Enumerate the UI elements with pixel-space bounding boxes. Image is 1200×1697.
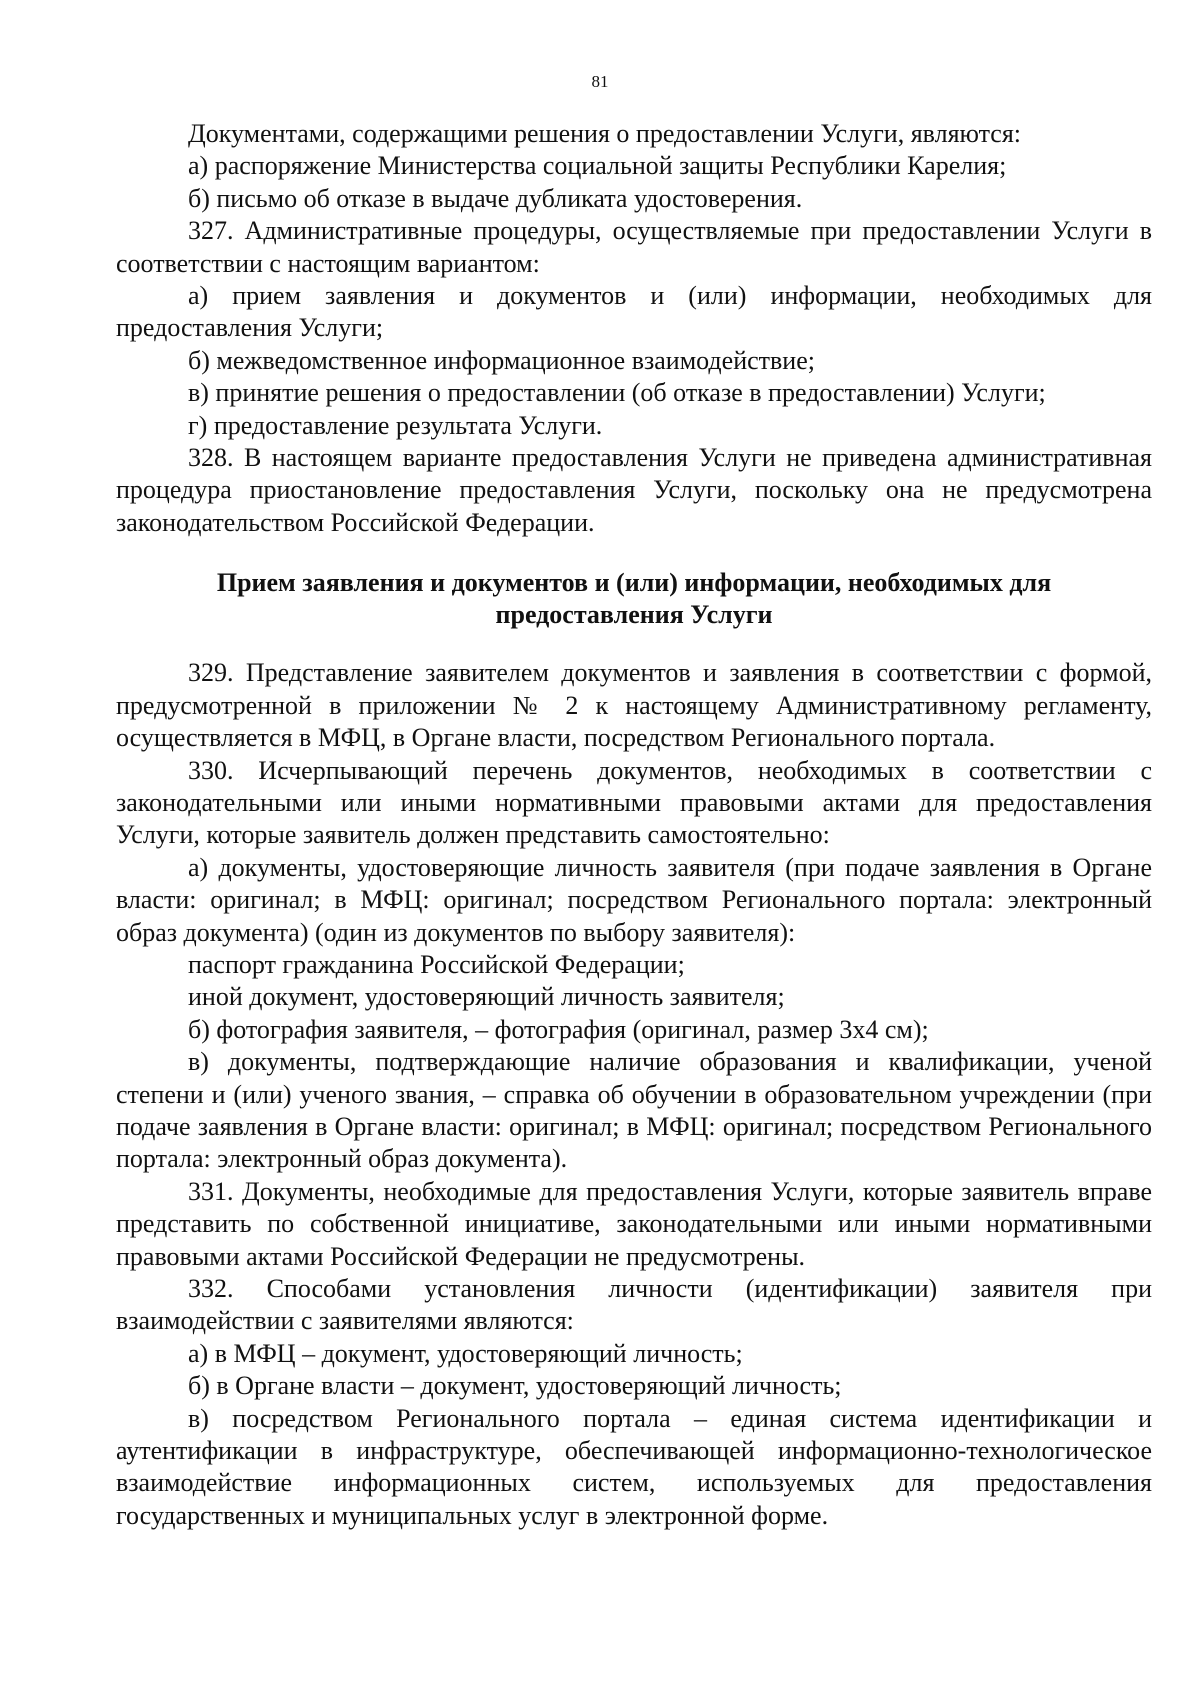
section-heading-line: предоставления Услуги xyxy=(495,600,773,630)
list-item: а) распоряжение Министерства социальной защиты Республики Карелия; xyxy=(188,151,1007,181)
paragraph: 329. Представление заявителем документов и заявления в соответствии с формой, предусмотренной в приложении № 2 к настоящему Административному регламенту, осуществляется в МФЦ, в Органе власти, посредством Регионального портала. xyxy=(116,658,1152,753)
list-item: а) в МФЦ – документ, удостоверяющий личность; xyxy=(188,1338,743,1368)
document-body xyxy=(116,118,1152,1532)
list-item: иной документ, удостоверяющий личность заявителя; xyxy=(188,982,785,1012)
list-item: б) фотография заявителя, – фотография (оригинал, размер 3х4 см); xyxy=(188,1014,929,1044)
section-heading xyxy=(116,567,1152,631)
paragraph: Документами, содержащими решения о предоставлении Услуги, являются: xyxy=(188,119,1022,148)
list-item: б) межведомственное информационное взаимодействие; xyxy=(188,345,815,375)
list-item: б) письмо об отказе в выдаче дубликата удостоверения. xyxy=(188,183,803,213)
paragraph: 330. Исчерпывающий перечень документов, необходимых в соответствии с законодательными или иными нормативными правовыми актами для предоставления Услуги, которые заявитель должен представить самостоятельно: xyxy=(116,755,1152,850)
list-item: в) посредством Регионального портала – единая система идентификации и аутентификации в инфраструктуре, обеспечивающей информационно-технологическое взаимодействие информационных систем, используемых для предоставления государственных и муниципальных услуг в электронной форме. xyxy=(116,1403,1152,1530)
list-item: а) документы, удостоверяющие личность заявителя (при подаче заявления в Органе власти: оригинал; в МФЦ: оригинал; посредством Регионального портала: электронный образ документа) (один из документов по выбору заявителя): xyxy=(116,852,1152,947)
list-item: г) предоставление результата Услуги. xyxy=(188,410,603,440)
list-item: б) в Органе власти – документ, удостоверяющий личность; xyxy=(188,1371,842,1401)
paragraph: 332. Способами установления личности (идентификации) заявителя при взаимодействии с заявителями являются: xyxy=(116,1274,1152,1336)
list-item: в) документы, подтверждающие наличие образования и квалификации, ученой степени и (или) ученого звания, – справка об обучении в образовательном учреждении (при подаче заявления в Органе власти: оригинал; в МФЦ: оригинал; посредством Регионального портала: электронный образ документа). xyxy=(116,1047,1152,1174)
list-item: а) прием заявления и документов и (или) информации, необходимых для предоставления Услуги; xyxy=(116,281,1152,343)
section-heading-line: Прием заявления и документов и (или) информации, необходимых для xyxy=(216,568,1052,598)
paragraph: 327. Административные процедуры, осуществляемые при предоставлении Услуги в соответствии с настоящим вариантом: xyxy=(116,216,1152,278)
list-item: в) принятие решения о предоставлении (об отказе в предоставлении) Услуги; xyxy=(188,378,1046,408)
paragraph: 328. В настоящем варианте предоставления Услуги не приведена административная процедура приостановление предоставления Услуги, поскольку она не предусмотрена законодательством Российской Федерации. xyxy=(116,443,1152,537)
list-item: паспорт гражданина Российской Федерации; xyxy=(188,949,685,979)
paragraph: 331. Документы, необходимые для предоставления Услуги, которые заявитель вправе представить по собственной инициативе, законодательными или иными нормативными правовыми актами Российской Федерации не предусмотрены. xyxy=(116,1176,1152,1271)
page-number: 81 xyxy=(591,72,609,91)
